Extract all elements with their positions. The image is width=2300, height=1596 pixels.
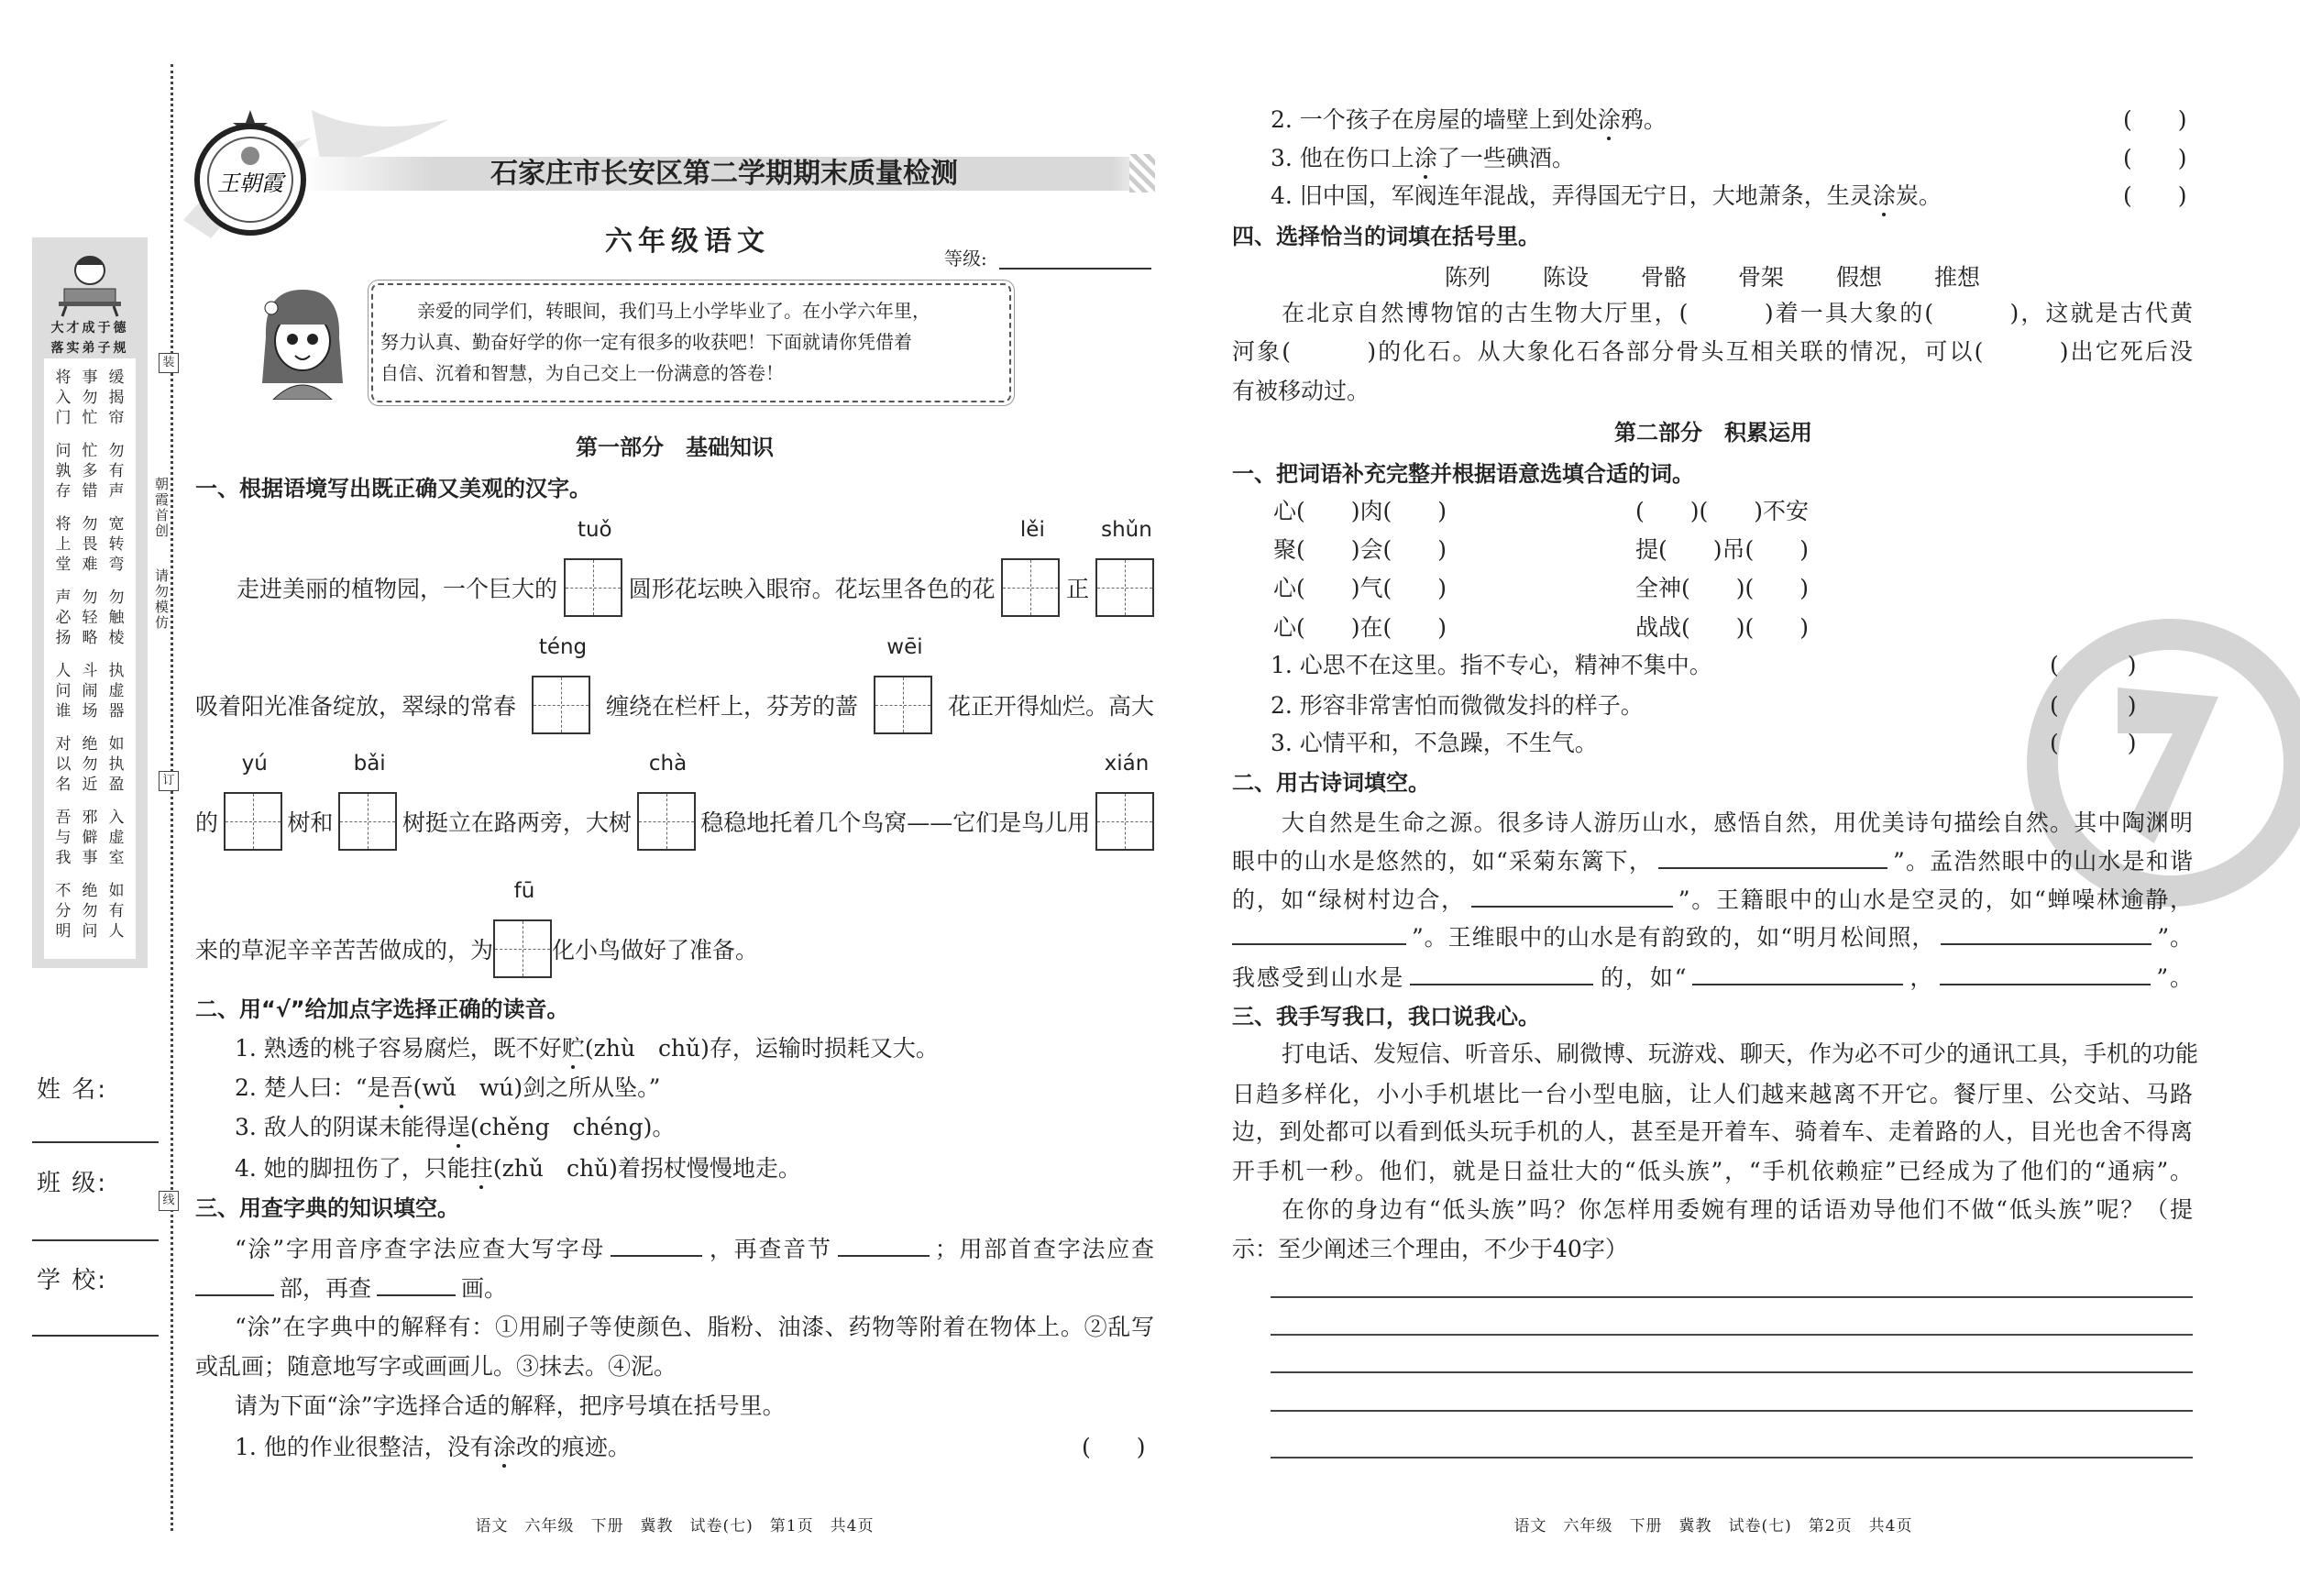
rhyme-line: 声勿勿 [55, 589, 136, 607]
q4-line: 河象( )的化石。从大象化石各部分骨头互相关联的情况，可以( )出它死后没 [1232, 338, 2193, 365]
rhyme-line: 分勿有 [55, 902, 136, 920]
sentence-text: 化小鸟做好了准备。 [552, 937, 759, 963]
answer-paren[interactable]: ( ) [1082, 1434, 1146, 1460]
character-writing-box[interactable] [493, 879, 552, 978]
q3-blank-line [235, 1233, 1154, 1265]
q2-heading: 二、用“√”给加点字选择正确的读音。 [195, 996, 569, 1022]
q1-sentence-row [195, 635, 1154, 736]
logo-text: 王朝霞 [217, 171, 283, 196]
character-writing-box[interactable] [532, 635, 590, 734]
item-text: 3. 敌人的阴谋未能得 [235, 1114, 447, 1140]
rhyme-group [44, 588, 136, 648]
line-text: 画。 [461, 1275, 508, 1302]
notice-text: 朝霞首创 [153, 477, 170, 539]
idiom-fill: 心( )在( ) [1273, 614, 1447, 641]
item-text: (zhù chǔ)存，运输时损耗又大。 [584, 1035, 939, 1062]
motto-line: 落实弟子规 [50, 341, 129, 356]
item-text: (chěng chéng)。 [469, 1114, 676, 1140]
sentence-text: 正 [1066, 576, 1090, 602]
line-text: ；用部首查字法应查 [934, 1236, 1154, 1262]
item-text: 2. 楚人曰：“是 [235, 1074, 391, 1101]
school-field[interactable] [32, 1335, 159, 1337]
writing-line[interactable] [1271, 1457, 2193, 1458]
pinyin-label: yú [241, 752, 268, 776]
prompt-line: 在你的身边有“低头族”吗？你怎样用委婉有理的话语劝导他们不做“低头族”呢？（提 [1282, 1196, 2193, 1223]
brand-logo [191, 108, 310, 237]
pinyin-label: fū [513, 879, 535, 903]
greeting-line: 亲爱的同学们，转眼间，我们马上小学毕业了。在小学六年里， [380, 300, 930, 322]
grade-field[interactable] [999, 268, 1151, 270]
passage-line: 打电话、发短信、听音乐、刷微博、玩游戏、聊天，作为必不可少的通讯工具，手机的功能 [1282, 1040, 2199, 1067]
idiom-fill: 提( )吊( ) [1635, 536, 1810, 563]
sentence-text: 圆形花坛映入眼帘。花坛里各色的花 [628, 576, 996, 602]
definition-item: 2. 形容非常害怕而微微发抖的样子。 [1271, 692, 1644, 719]
sentence-text: 缠绕在栏杆上，芬芳的蔷 [605, 693, 858, 720]
item-text: 改的痕迹。 [515, 1434, 631, 1460]
greeting-box [371, 283, 1011, 402]
page-footer: 语文 六年级 下册 冀教 试卷(七) 第2页 共4页 [1513, 1517, 1913, 1535]
line-text: 部，再查 [280, 1275, 372, 1302]
rhyme-line: 将勿宽 [55, 515, 136, 534]
answer-blank[interactable] [1471, 884, 1673, 908]
poem-line [1232, 884, 2193, 916]
item-text: (wǔ wú)剑之所从坠。” [413, 1074, 661, 1101]
greeting-line: 努力认真、勤奋好学的你一定有很多的收获吧！下面就请你凭借着 [380, 331, 912, 353]
item-text: 4. 旧中国，军阀连年混战，弄得国无宁日，大地萧条，生灵 [1271, 182, 1873, 209]
grade-label: 等级: [944, 248, 987, 270]
writing-line[interactable] [1271, 1296, 2193, 1298]
item-text: 1. 熟透的桃子容易腐烂，既不好 [235, 1035, 562, 1062]
sentence-text: 走进美丽的植物园，一个巨大的 [237, 576, 558, 602]
answer-paren[interactable]: ( ) [2050, 692, 2137, 719]
rhyme-line: 必轻触 [55, 609, 136, 627]
girl-illustration [255, 282, 350, 400]
q2-item [235, 1112, 675, 1143]
binding-mark: 订 [159, 771, 179, 791]
rhyme-line: 名近盈 [55, 776, 136, 794]
motto-line: 大才成于德 [50, 321, 129, 336]
line-text: 的，如“ [1599, 964, 1687, 991]
part2-title: 第二部分 积累运用 [1614, 420, 1812, 446]
subject-title: 六年级语文 [605, 226, 770, 258]
item-text: 炭。 [1895, 182, 1942, 209]
definition-item: 1. 心思不在这里。指不专心，精神不集中。 [1271, 652, 1712, 678]
q1-sentence-row [237, 518, 1154, 619]
word-option: 骨架 [1738, 264, 1785, 291]
instruction-text: 请为下面“涂”字选择合适的解释，把序号填在括号里。 [235, 1392, 786, 1419]
pinyin-label: bǎi [353, 752, 386, 776]
rhyme-line: 对绝如 [55, 735, 136, 754]
answer-blank[interactable] [611, 1233, 702, 1257]
q3-item [1271, 143, 1575, 174]
sentence-text: 来的草泥辛辛苦苦做成的，为 [195, 937, 494, 963]
rhyme-line: 将事缓 [55, 369, 136, 387]
school-label: 学 校: [37, 1267, 108, 1294]
sentence-text: 稳稳地托着几个鸟窝——它们是鸟儿用 [700, 809, 1091, 836]
q3-item [1271, 181, 1942, 212]
pinyin-label: xián [1104, 752, 1150, 776]
rhyme-line: 谁场器 [55, 702, 136, 721]
line-text: ， [1908, 964, 1935, 991]
rhyme-group [44, 881, 136, 941]
q1-sentence-row [195, 752, 1154, 853]
pinyin-label: wēi [886, 635, 923, 659]
binding-mark: 线 [159, 1191, 179, 1211]
line-text: 的，如“绿树村边合， [1232, 886, 1466, 913]
word-option: 推想 [1934, 264, 1981, 291]
answer-blank[interactable] [1692, 962, 1903, 985]
item-text: 鸦。 [1620, 106, 1667, 133]
answer-paren[interactable]: ( ) [2123, 182, 2187, 209]
q1-heading: 一、根据语境写出既正确又美观的汉字。 [195, 476, 591, 501]
rhyme-line: 堂难弯 [55, 556, 136, 574]
item-text: 4. 她的脚扭伤了，只能 [235, 1155, 470, 1182]
meaning-line: 或乱画；随意地写字或画画儿。③抹去。④泥。 [195, 1353, 677, 1380]
answer-blank[interactable] [1941, 921, 2151, 945]
rhyme-group [44, 368, 136, 428]
class-field[interactable] [32, 1239, 159, 1241]
answer-blank[interactable] [1410, 962, 1593, 985]
student-reading-illustration [53, 245, 127, 318]
word-option: 骨骼 [1641, 264, 1688, 291]
idiom-fill: 全神( )( ) [1635, 575, 1810, 601]
line-text: 大自然是生命之源。很多诗人游历山水，感悟自然，用优美诗句描绘自然。其中陶渊明 [1282, 809, 2193, 836]
rhyme-line: 问闹虚 [55, 682, 136, 700]
poem-line [1232, 962, 2193, 994]
item-text: (zhǔ chǔ)着拐杖慢慢地走。 [492, 1155, 801, 1182]
answer-blank[interactable] [838, 1233, 930, 1257]
dotted-char: 贮 [561, 1035, 585, 1062]
rhyme-line: 问忙勿 [55, 442, 136, 460]
rhymes-box [44, 358, 136, 959]
rhyme-group [44, 661, 136, 721]
rhyme-group [44, 441, 136, 501]
item-text: 了一些碘酒。 [1436, 145, 1575, 171]
rhyme-line: 入勿揭 [55, 389, 136, 407]
q2-item [235, 1073, 660, 1104]
item-text: 3. 他在伤口上 [1271, 145, 1414, 171]
rhyme-line: 不绝如 [55, 882, 136, 900]
item-text: 2. 一个孩子在房屋的墙壁上到处 [1271, 106, 1598, 133]
sentence-text: 树和 [287, 809, 334, 836]
notice-text: 请勿模仿 [153, 568, 170, 631]
page-footer: 语文 六年级 下册 冀教 试卷(七) 第1页 共4页 [475, 1517, 875, 1535]
rhyme-line: 门忙帘 [55, 409, 136, 427]
line-text: 眼中的山水是悠然的，如“采菊东篱下， [1232, 848, 1654, 875]
line-text: ，再查音节 [708, 1236, 832, 1262]
passage-line: 日趋多样化，小小手机堪比一台小型电脑，让人们越来越离不开它。餐厅里、公交站、马路 [1232, 1081, 2193, 1107]
passage-line: 边，到处都可以看到低头玩手机的人，甚至是开着车、骑着车、走着路的人，目光也舍不得离 [1232, 1118, 2193, 1145]
rhyme-line: 吾邪入 [55, 809, 136, 827]
sentence-text: 花正开得灿烂。高大 [947, 693, 1154, 720]
answer-paren[interactable]: ( ) [2123, 145, 2187, 171]
binding-mark: 装 [159, 353, 179, 373]
answer-paren[interactable]: ( ) [2050, 652, 2137, 678]
rhyme-line: 存错声 [55, 482, 136, 501]
q4-line: 有被移动过。 [1232, 378, 1370, 404]
writing-line[interactable] [1271, 1371, 2193, 1373]
rhyme-group [44, 734, 136, 795]
sentence-text: 吸着阳光准备绽放，翠绿的常春 [195, 693, 517, 720]
pinyin-label: tuǒ [577, 518, 612, 542]
pinyin-label: téng [538, 635, 588, 659]
dotted-char: 吾 [390, 1074, 413, 1101]
binding-dotted-line [171, 64, 173, 1531]
line-text: 我感受到山水是 [1232, 964, 1405, 991]
pinyin-label: lěi [1019, 518, 1045, 542]
character-writing-box[interactable] [564, 518, 622, 617]
rhyme-line: 扬略棱 [55, 629, 136, 647]
pinyin-label: chà [648, 752, 688, 776]
character-writing-box[interactable] [637, 752, 696, 851]
dotted-char: 拄 [469, 1155, 493, 1182]
rhyme-line: 上畏转 [55, 535, 136, 554]
q2-item [235, 1153, 801, 1184]
answer-blank[interactable] [377, 1272, 456, 1296]
definition-item: 3. 心情平和，不急躁，不生气。 [1271, 730, 1598, 756]
dotted-char: 涂 [1597, 106, 1621, 133]
rhyme-group [44, 808, 136, 868]
dotted-char: 涂 [1414, 145, 1437, 171]
line-text: ”。王籍眼中的山水是空灵的，如“蝉噪林逾静， [1678, 886, 2193, 913]
q1-sentence-row [195, 879, 1154, 980]
sentence-text: 的 [195, 809, 219, 836]
character-writing-box[interactable] [1095, 518, 1154, 617]
rhyme-line: 以勿执 [55, 755, 136, 774]
rhyme-line: 明问人 [55, 922, 136, 941]
idiom-fill: ( )( )不安 [1635, 498, 1810, 524]
answer-blank[interactable] [1940, 962, 2151, 985]
idiom-fill: 心( )肉( ) [1273, 498, 1447, 524]
passage-line: 开手机一秒。他们，就是日益壮大的“低头族”，“手机依赖症”已经成为了他们的“通病”。 [1232, 1158, 2193, 1184]
word-option: 假想 [1836, 264, 1883, 291]
answer-paren[interactable]: ( ) [2123, 106, 2187, 133]
pinyin-label: shǔn [1101, 518, 1152, 542]
line-text: ”。王维眼中的山水是有韵致的，如“明月松间照， [1412, 924, 1936, 951]
name-label: 姓 名: [37, 1076, 108, 1104]
q3-blank-line [195, 1272, 507, 1304]
writing-line[interactable] [1271, 1410, 2193, 1412]
word-option: 陈列 [1445, 264, 1491, 291]
poem-line [1282, 808, 2193, 839]
part1-title: 第一部分 基础知识 [576, 435, 774, 460]
class-label: 班 级: [37, 1170, 108, 1197]
line-text: “涂”字用音序查字法应查大写字母 [235, 1236, 606, 1262]
idiom-fill: 心( )气( ) [1273, 575, 1447, 601]
meaning-line: “涂”在字典中的解释有：①用刷子等使颜色、脂粉、油漆、药物等附着在物体上。②乱写 [235, 1314, 1154, 1340]
greeting-line: 自信、沉着和智慧，为自己交上一份满意的答卷！ [380, 362, 784, 384]
poem-line [1232, 845, 2193, 877]
dotted-char: 涂 [1872, 182, 1896, 209]
answer-blank[interactable] [1232, 921, 1406, 945]
line-text: ”。 [2156, 964, 2193, 991]
item-text: 1. 他的作业很整洁，没有 [235, 1434, 493, 1460]
p2-q2-heading: 二、用古诗词填空。 [1232, 770, 1430, 796]
rhyme-line: 我事室 [55, 849, 136, 867]
answer-paren[interactable]: ( ) [2050, 730, 2137, 756]
q3-item [235, 1432, 631, 1463]
exam-title: 石家庄市长安区第二学期期末质量检测 [490, 158, 958, 190]
character-writing-box[interactable] [1001, 518, 1060, 617]
rhyme-line: 与僻虚 [55, 829, 136, 847]
writing-line[interactable] [1271, 1334, 2193, 1336]
sidebar-motto-panel [32, 237, 148, 968]
rhyme-group [44, 514, 136, 575]
q4-line: 在北京自然博物馆的古生物大厅里，( )着一具大象的( )，这就是古代黄 [1282, 300, 2193, 326]
name-field[interactable] [32, 1141, 159, 1143]
q3-heading: 三、用查字典的知识填空。 [195, 1195, 459, 1221]
line-text: ”。 [2157, 924, 2193, 951]
q4-heading: 四、选择恰当的词填在括号里。 [1232, 224, 1540, 249]
sentence-text: 树挺立在路两旁，大树 [402, 809, 632, 836]
line-text: ”。孟浩然眼中的山水是和谐 [1893, 848, 2193, 875]
character-writing-box[interactable] [224, 752, 282, 851]
p2-q1-heading: 一、把词语补充完整并根据语意选填合适的词。 [1232, 461, 1694, 487]
idiom-fill: 聚( )会( ) [1273, 536, 1447, 563]
answer-blank[interactable] [195, 1272, 274, 1296]
dotted-char: 逞 [446, 1114, 470, 1140]
poem-line [1232, 921, 2193, 953]
p2-q3-heading: 三、我手写我口，我口说我心。 [1232, 1004, 1540, 1029]
rhyme-line: 孰多有 [55, 462, 136, 480]
character-writing-box[interactable] [1095, 752, 1154, 851]
q3-item [1271, 105, 1667, 136]
word-option: 陈设 [1543, 264, 1590, 291]
rhyme-line: 人斗执 [55, 662, 136, 680]
character-writing-box[interactable] [338, 752, 397, 851]
dotted-char: 涂 [492, 1434, 516, 1460]
prompt-line: 示：至少阐述三个理由，不少于40字） [1232, 1236, 1628, 1262]
idiom-fill: 战战( )( ) [1635, 614, 1810, 641]
q2-item [235, 1033, 939, 1064]
answer-blank[interactable] [1658, 845, 1887, 869]
character-writing-box[interactable] [874, 635, 932, 734]
